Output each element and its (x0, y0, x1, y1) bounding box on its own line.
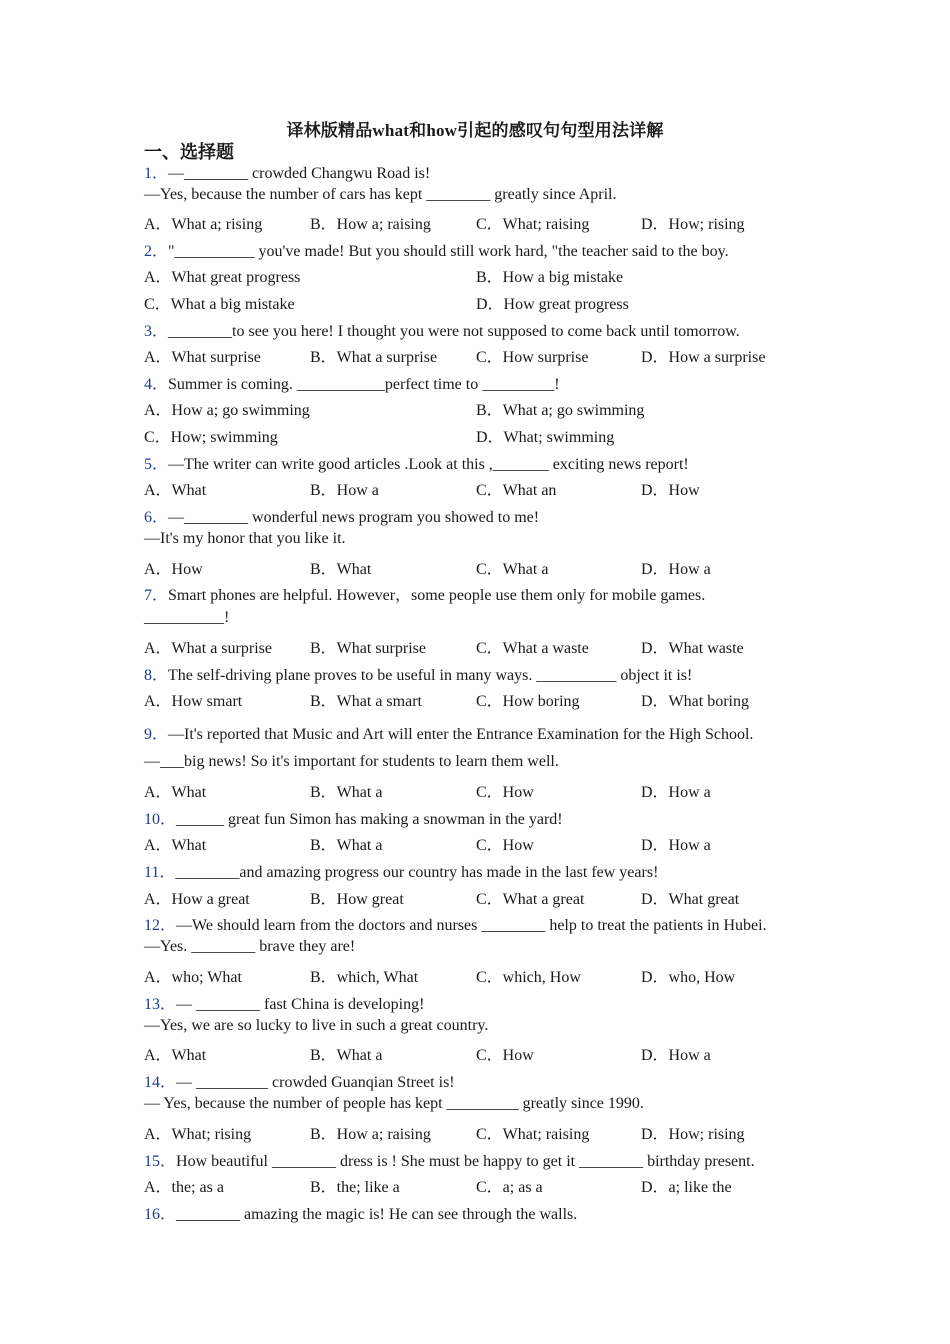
answer-option: C．How (476, 837, 534, 854)
question-number: 5． (144, 456, 169, 473)
question-continuation: —Yes, we are so lucky to live in such a great country. (144, 1017, 489, 1034)
answer-option: A．What a surprise (144, 640, 272, 657)
question-number: 2． (144, 243, 169, 260)
answer-option: B．What a (310, 837, 383, 854)
answer-option: D．How a (641, 1047, 711, 1064)
question-stem (144, 504, 539, 527)
question-text: —It's reported that Music and Art will enter the Entrance Examination for the High School. (168, 726, 754, 743)
question-number: 9． (144, 726, 169, 743)
answer-option: C．How surprise (476, 349, 589, 366)
answer-option: C．How boring (476, 693, 580, 710)
question-text: The self-driving plane proves to be useful in many ways. __________ object it is! (168, 667, 693, 684)
question-stem (144, 859, 658, 882)
answer-option: B．How a big mistake (476, 269, 624, 286)
question-number: 8． (144, 667, 169, 684)
answer-option: C．What a great (476, 891, 585, 908)
question-text: "__________ you've made! But you should still work hard, "the teacher said to the boy. (168, 243, 729, 260)
answer-option: D．How a (641, 561, 711, 578)
question-number: 16． (144, 1206, 177, 1223)
question-stem (144, 662, 692, 685)
answer-option: D．What waste (641, 640, 744, 657)
answer-option: B．How great (310, 891, 404, 908)
answer-option: C．What a big mistake (144, 296, 295, 313)
question-continuation: — Yes, because the number of people has kept _________ greatly since 1990. (144, 1095, 644, 1112)
question-stem (144, 721, 753, 744)
question-text: Smart phones are helpful. However，some people use them only for mobile games. (168, 587, 706, 604)
answer-option: D．How a (641, 837, 711, 854)
answer-option: A．How a great (144, 891, 250, 908)
question-text: — ________ fast China is developing! (176, 996, 425, 1013)
answer-option: D．How; rising (641, 216, 745, 233)
answer-option: B．How a (310, 482, 379, 499)
answer-option: D．How great progress (476, 296, 629, 313)
question-stem (144, 318, 740, 341)
answer-option: A．What (144, 482, 207, 499)
answer-option: C．What; raising (476, 1126, 590, 1143)
question-number: 13． (144, 996, 177, 1013)
answer-option: D．How a surprise (641, 349, 766, 366)
answer-option: C．What a (476, 561, 549, 578)
answer-option: A．What (144, 784, 207, 801)
question-text: Summer is coming. ___________perfect time to _________! (168, 376, 560, 393)
question-text: ________ amazing the magic is! He can see through the walls. (176, 1206, 578, 1223)
question-text: — _________ crowded Guanqian Street is! (176, 1074, 455, 1091)
answer-option: C．How (476, 784, 534, 801)
question-number: 14． (144, 1074, 177, 1091)
answer-option: D．who, How (641, 969, 736, 986)
answer-option: D．What boring (641, 693, 749, 710)
question-text: ________and amazing progress our country has made in the last few years! (175, 864, 659, 881)
question-number: 1． (144, 165, 169, 182)
question-continuation: —Yes, because the number of cars has kept ________ greatly since April. (144, 186, 617, 203)
answer-option: C．What; raising (476, 216, 590, 233)
answer-option: B．What a (310, 784, 383, 801)
answer-option: D．How a (641, 784, 711, 801)
question-number: 4． (144, 376, 169, 393)
question-stem (144, 160, 430, 183)
answer-option: C．How; swimming (144, 429, 278, 446)
answer-option: D．How (641, 482, 700, 499)
question-stem (144, 238, 729, 261)
question-text: ________to see you here! I thought you were not supposed to come back until tomorrow. (168, 323, 740, 340)
answer-option: B．What a surprise (310, 349, 438, 366)
question-number: 11． (144, 864, 176, 881)
question-text: —The writer can write good articles .Look at this ,_______ exciting news report! (168, 456, 689, 473)
answer-option: C．What an (476, 482, 557, 499)
answer-option: D．How; rising (641, 1126, 745, 1143)
answer-option: B．which, What (310, 969, 419, 986)
question-stem (144, 1201, 577, 1224)
answer-option: B．What a; go swimming (476, 402, 645, 419)
answer-option: A．What great progress (144, 269, 301, 286)
answer-option: D．a; like the (641, 1179, 732, 1196)
answer-option: B．the; like a (310, 1179, 400, 1196)
answer-option: A．How a; go swimming (144, 402, 310, 419)
answer-option: B．How a; raising (310, 216, 431, 233)
answer-option: B．How a; raising (310, 1126, 431, 1143)
question-continuation: —___big news! So it's important for students to learn them well. (144, 753, 559, 770)
question-number: 15． (144, 1153, 177, 1170)
answer-option: A．How (144, 561, 203, 578)
answer-option: D．What; swimming (476, 429, 615, 446)
question-stem (144, 806, 563, 829)
question-number: 6． (144, 509, 169, 526)
answer-option: C．a; as a (476, 1179, 543, 1196)
question-number: 3． (144, 323, 169, 340)
question-stem (144, 371, 560, 394)
question-number: 12． (144, 917, 177, 934)
question-stem (144, 451, 689, 474)
answer-option: B．What surprise (310, 640, 426, 657)
answer-option: C．which, How (476, 969, 581, 986)
question-number: 10． (144, 811, 177, 828)
answer-option: A．What surprise (144, 349, 261, 366)
question-continuation: —Yes. ________ brave they are! (144, 938, 356, 955)
answer-option: B．What a smart (310, 693, 422, 710)
section-heading: 一、选择题 (144, 142, 234, 163)
question-stem (144, 991, 424, 1014)
question-stem (144, 1069, 455, 1092)
answer-option: D．What great (641, 891, 740, 908)
answer-option: C．How (476, 1047, 534, 1064)
question-stem (144, 582, 705, 605)
question-text: —We should learn from the doctors and nurses ________ help to treat the patients in Hubei. (176, 917, 767, 934)
answer-option: B．What (310, 561, 372, 578)
answer-option: A．What; rising (144, 1126, 252, 1143)
question-continuation: __________! (144, 609, 230, 626)
question-text: How beautiful ________ dress is ! She must be happy to get it ________ birthday present. (176, 1153, 755, 1170)
answer-option: A．What a; rising (144, 216, 263, 233)
question-text: ______ great fun Simon has making a snowman in the yard! (176, 811, 563, 828)
answer-option: A．How smart (144, 693, 243, 710)
question-text: —________ crowded Changwu Road is! (168, 165, 431, 182)
answer-option: B．What a (310, 1047, 383, 1064)
question-continuation: —It's my honor that you like it. (144, 530, 346, 547)
question-text: —________ wonderful news program you showed to me! (168, 509, 540, 526)
question-stem (144, 912, 767, 935)
answer-option: A．who; What (144, 969, 242, 986)
answer-option: C．What a waste (476, 640, 589, 657)
answer-option: A．What (144, 837, 207, 854)
question-stem (144, 1148, 755, 1171)
question-number: 7． (144, 587, 169, 604)
answer-option: A．the; as a (144, 1179, 224, 1196)
answer-option: A．What (144, 1047, 207, 1064)
document-title: 译林版精品what和how引起的感叹句句型用法详解 (286, 121, 664, 140)
